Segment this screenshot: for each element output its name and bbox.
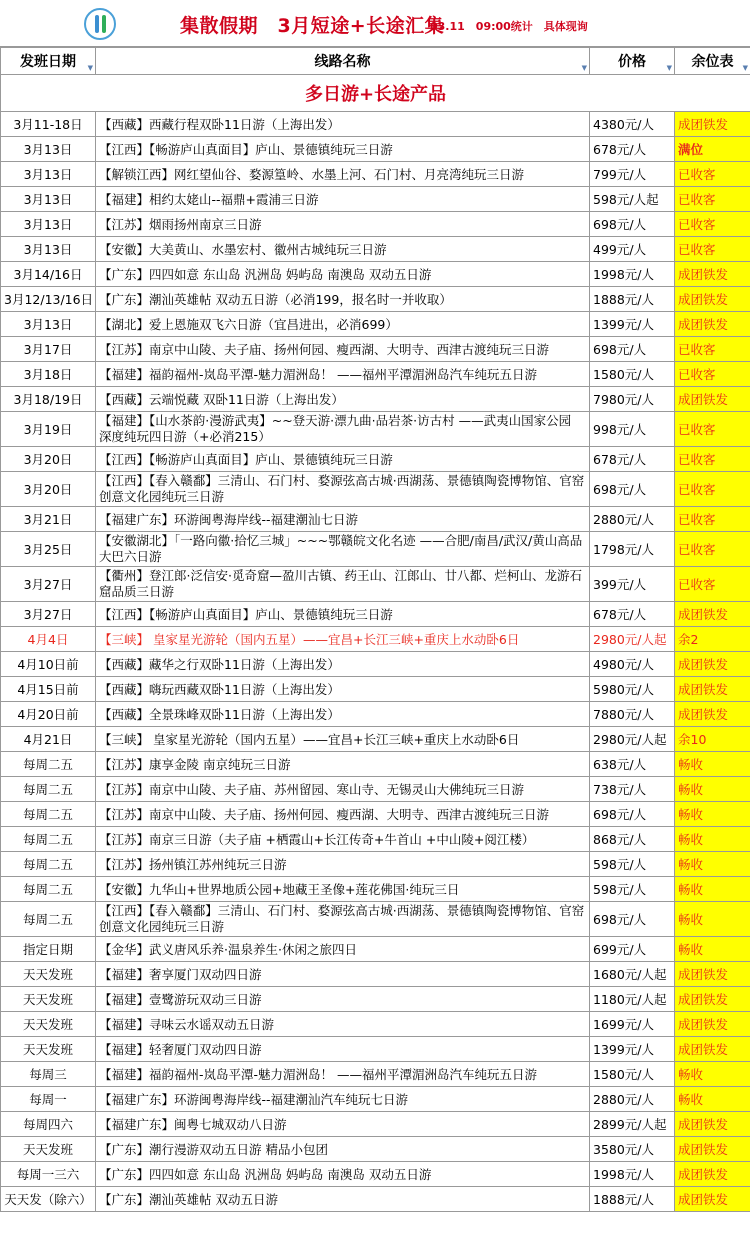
seat-status-cell[interactable]: 成团铁发	[675, 602, 750, 627]
price-cell[interactable]: 678元/人	[590, 447, 675, 472]
price-cell[interactable]: 1998元/人	[590, 1162, 675, 1187]
table-row[interactable]	[1, 137, 750, 162]
date-cell[interactable]: 3月20日	[1, 447, 96, 472]
price-cell[interactable]: 7880元/人	[590, 702, 675, 727]
seat-status-cell[interactable]: 畅收	[675, 752, 750, 777]
seat-status-cell[interactable]: 畅收	[675, 852, 750, 877]
price-cell[interactable]: 698元/人	[590, 212, 675, 237]
table-row[interactable]	[1, 1137, 750, 1162]
date-cell[interactable]: 每周二五	[1, 827, 96, 852]
price-cell[interactable]: 1888元/人	[590, 1187, 675, 1212]
stats-note: 03.11 09:00统计 具体现询	[430, 20, 588, 33]
date-cell[interactable]: 3月27日	[1, 602, 96, 627]
section-title: 多日游+长途产品	[1, 75, 750, 112]
header-row	[1, 48, 750, 75]
price-cell[interactable]: 2899元/人起	[590, 1112, 675, 1137]
route-cell[interactable]: 【江西】【畅游庐山真面目】庐山、景德镇纯玩三日游	[96, 447, 590, 472]
price-cell[interactable]: 4980元/人	[590, 652, 675, 677]
route-cell[interactable]: 【福建广东】环游闽粤海岸线--福建潮汕汽车纯玩七日游	[96, 1087, 590, 1112]
date-cell[interactable]: 天天发（除六）	[1, 1187, 96, 1212]
date-cell[interactable]: 3月17日	[1, 337, 96, 362]
table-row[interactable]	[1, 362, 750, 387]
route-cell[interactable]: 【江苏】南京中山陵、夫子庙、苏州留园、寒山寺、无锡灵山大佛纯玩三日游	[96, 777, 590, 802]
route-cell[interactable]: 【江西】【春入赣鄱】三清山、石门村、婺源弦高古城·西湖荡、景德镇陶瓷博物馆、官窑创意文化园纯玩三日游	[96, 472, 590, 507]
table-row[interactable]	[1, 472, 750, 507]
date-cell[interactable]: 每周四六	[1, 1112, 96, 1137]
table-row[interactable]	[1, 777, 750, 802]
table-row[interactable]	[1, 1012, 750, 1037]
seat-status-cell[interactable]: 成团铁发	[675, 962, 750, 987]
date-cell[interactable]: 每周一	[1, 1087, 96, 1112]
seat-status-cell[interactable]: 畅收	[675, 1087, 750, 1112]
route-cell[interactable]: 【安徽】大美黄山、水墨宏村、徽州古城纯玩三日游	[96, 237, 590, 262]
table-row[interactable]	[1, 752, 750, 777]
route-cell[interactable]: 【江苏】康享金陵 南京纯玩三日游	[96, 752, 590, 777]
table-row[interactable]	[1, 962, 750, 987]
price-cell[interactable]: 678元/人	[590, 137, 675, 162]
price-cell[interactable]: 1399元/人	[590, 312, 675, 337]
date-cell[interactable]: 3月13日	[1, 212, 96, 237]
route-cell[interactable]: 【福建广东】闽粤七城双动八日游	[96, 1112, 590, 1137]
date-cell[interactable]: 3月27日	[1, 567, 96, 602]
route-cell[interactable]: 【西藏】嗨玩西藏双卧11日游（上海出发）	[96, 677, 590, 702]
seat-status-cell[interactable]: 成团铁发	[675, 1137, 750, 1162]
seat-status-cell[interactable]: 已收客	[675, 187, 750, 212]
seat-status-cell[interactable]: 畅收	[675, 877, 750, 902]
price-cell[interactable]: 598元/人起	[590, 187, 675, 212]
date-cell[interactable]: 4月20日前	[1, 702, 96, 727]
table-row[interactable]	[1, 937, 750, 962]
price-cell[interactable]: 5980元/人	[590, 677, 675, 702]
table-row[interactable]	[1, 287, 750, 312]
seat-status-cell[interactable]: 已收客	[675, 567, 750, 602]
price-cell[interactable]: 1399元/人	[590, 1037, 675, 1062]
date-cell[interactable]: 3月19日	[1, 412, 96, 447]
date-cell[interactable]: 3月18日	[1, 362, 96, 387]
table-row[interactable]	[1, 212, 750, 237]
price-cell[interactable]: 598元/人	[590, 877, 675, 902]
filter-dropdown-icon[interactable]: ▼	[666, 64, 672, 72]
seat-status-cell[interactable]: 余2	[675, 627, 750, 652]
price-cell[interactable]: 738元/人	[590, 777, 675, 802]
price-cell[interactable]: 1580元/人	[590, 1062, 675, 1087]
table-row[interactable]	[1, 652, 750, 677]
seat-status-cell[interactable]: 已收客	[675, 237, 750, 262]
route-cell[interactable]: 【福建】轻奢厦门双动四日游	[96, 1037, 590, 1062]
date-cell[interactable]: 4月4日	[1, 627, 96, 652]
date-cell[interactable]: 3月18/19日	[1, 387, 96, 412]
title-bar	[0, 0, 750, 47]
seat-status-cell[interactable]: 成团铁发	[675, 387, 750, 412]
table-row[interactable]	[1, 162, 750, 187]
table-row[interactable]	[1, 312, 750, 337]
table-row[interactable]	[1, 1037, 750, 1062]
route-cell[interactable]: 【江西】【春入赣鄱】三清山、石门村、婺源弦高古城·西湖荡、景德镇陶瓷博物馆、官窑创意文化园纯玩三日游	[96, 902, 590, 937]
route-cell[interactable]: 【解锁江西】网红望仙谷、婺源篁岭、水墨上河、石门村、月亮湾纯玩三日游	[96, 162, 590, 187]
table-row[interactable]	[1, 702, 750, 727]
seat-status-cell[interactable]: 成团铁发	[675, 1112, 750, 1137]
table-row[interactable]	[1, 187, 750, 212]
date-cell[interactable]: 每周二五	[1, 802, 96, 827]
route-cell[interactable]: 【西藏】云端悦藏 双卧11日游（上海出发）	[96, 387, 590, 412]
price-cell[interactable]: 698元/人	[590, 902, 675, 937]
date-cell[interactable]: 3月13日	[1, 137, 96, 162]
route-cell[interactable]: 【广东】潮汕英雄帖 双动五日游（必消199，报名时一并收取）	[96, 287, 590, 312]
table-row[interactable]	[1, 1187, 750, 1212]
seat-status-cell[interactable]: 畅收	[675, 937, 750, 962]
section-row	[1, 75, 750, 112]
route-cell[interactable]: 【江苏】南京中山陵、夫子庙、扬州何园、瘦西湖、大明寺、西津古渡纯玩三日游	[96, 802, 590, 827]
table-row[interactable]	[1, 387, 750, 412]
price-cell[interactable]: 799元/人	[590, 162, 675, 187]
seat-status-cell[interactable]: 已收客	[675, 507, 750, 532]
seat-status-cell[interactable]: 成团铁发	[675, 1037, 750, 1062]
date-cell[interactable]: 4月10日前	[1, 652, 96, 677]
route-cell[interactable]: 【江苏】南京三日游（夫子庙 +栖霞山+长江传奇+牛首山 +中山陵+阅江楼）	[96, 827, 590, 852]
price-cell[interactable]: 998元/人	[590, 412, 675, 447]
route-cell[interactable]: 【福建】奢享厦门双动四日游	[96, 962, 590, 987]
seat-status-cell[interactable]: 畅收	[675, 1062, 750, 1087]
seat-status-cell[interactable]: 满位	[675, 137, 750, 162]
route-cell[interactable]: 【广东】四四如意 东山岛 汎洲岛 妈屿岛 南澳岛 双动五日游	[96, 1162, 590, 1187]
date-cell[interactable]: 天天发班	[1, 1037, 96, 1062]
seat-status-cell[interactable]: 已收客	[675, 362, 750, 387]
route-cell[interactable]: 【福建】相约太姥山--福鼎+霞浦三日游	[96, 187, 590, 212]
price-cell[interactable]: 7980元/人	[590, 387, 675, 412]
column-header-date[interactable]: 发班日期 ▼	[1, 48, 96, 75]
table-row[interactable]	[1, 532, 750, 567]
route-cell[interactable]: 【福建】福韵福州-岚岛平潭-魅力湄洲岛！ ——福州平潭湄洲岛汽车纯玩五日游	[96, 362, 590, 387]
table-row[interactable]	[1, 447, 750, 472]
seat-status-cell[interactable]: 畅收	[675, 902, 750, 937]
price-cell[interactable]: 1580元/人	[590, 362, 675, 387]
price-cell[interactable]: 2980元/人起	[590, 627, 675, 652]
table-row[interactable]	[1, 567, 750, 602]
route-cell[interactable]: 【广东】四四如意 东山岛 汎洲岛 妈屿岛 南澳岛 双动五日游	[96, 262, 590, 287]
filter-dropdown-icon[interactable]: ▼	[581, 64, 587, 72]
seat-status-cell[interactable]: 成团铁发	[675, 1012, 750, 1037]
price-cell[interactable]: 868元/人	[590, 827, 675, 852]
route-cell[interactable]: 【福建】【山水茶韵·漫游武夷】~~登天游·漂九曲·品岩茶·访古村 ——武夷山国家公园 深度纯玩四日游（+必消215）	[96, 412, 590, 447]
company-logo-icon	[84, 8, 116, 40]
seat-status-cell[interactable]: 成团铁发	[675, 287, 750, 312]
seat-status-cell[interactable]: 已收客	[675, 412, 750, 447]
price-cell[interactable]: 698元/人	[590, 337, 675, 362]
route-cell[interactable]: 【江西】【畅游庐山真面目】庐山、景德镇纯玩三日游	[96, 602, 590, 627]
date-cell[interactable]: 每周二五	[1, 777, 96, 802]
table-row[interactable]	[1, 412, 750, 447]
table-row[interactable]	[1, 802, 750, 827]
column-header-price[interactable]: 价格 ▼	[590, 48, 675, 75]
date-cell[interactable]: 每周一三六	[1, 1162, 96, 1187]
route-cell[interactable]: 【福建】壹鹭游玩双动三日游	[96, 987, 590, 1012]
table-row[interactable]	[1, 262, 750, 287]
route-cell[interactable]: 【西藏】西藏行程双卧11日游（上海出发）	[96, 112, 590, 137]
price-cell[interactable]: 678元/人	[590, 602, 675, 627]
filter-dropdown-icon[interactable]: ▼	[742, 64, 748, 72]
seat-status-cell[interactable]: 成团铁发	[675, 702, 750, 727]
date-cell[interactable]: 天天发班	[1, 1137, 96, 1162]
date-cell[interactable]: 每周二五	[1, 877, 96, 902]
date-cell[interactable]: 每周三	[1, 1062, 96, 1087]
seat-status-cell[interactable]: 已收客	[675, 337, 750, 362]
date-cell[interactable]: 3月25日	[1, 532, 96, 567]
price-cell[interactable]: 399元/人	[590, 567, 675, 602]
route-cell[interactable]: 【三峡】 皇家星光游轮（国内五星）——宜昌+长江三峡+重庆上水动卧6日	[96, 627, 590, 652]
seat-status-cell[interactable]: 成团铁发	[675, 1187, 750, 1212]
seat-status-cell[interactable]: 已收客	[675, 532, 750, 567]
price-cell[interactable]: 4380元/人	[590, 112, 675, 137]
date-cell[interactable]: 指定日期	[1, 937, 96, 962]
route-cell[interactable]: 【安徽】九华山+世界地质公园+地藏王圣像+莲花佛国·纯玩三日	[96, 877, 590, 902]
date-cell[interactable]: 每周二五	[1, 852, 96, 877]
table-row[interactable]	[1, 627, 750, 652]
price-cell[interactable]: 1180元/人起	[590, 987, 675, 1012]
seat-status-cell[interactable]: 成团铁发	[675, 677, 750, 702]
seat-status-cell[interactable]: 成团铁发	[675, 1162, 750, 1187]
column-header-route[interactable]: 线路名称 ▼	[96, 48, 590, 75]
filter-dropdown-icon[interactable]: ▼	[87, 64, 93, 72]
date-cell[interactable]: 3月21日	[1, 507, 96, 532]
seat-status-cell[interactable]: 已收客	[675, 447, 750, 472]
table-row[interactable]	[1, 827, 750, 852]
date-cell[interactable]: 3月13日	[1, 312, 96, 337]
route-cell[interactable]: 【福建】寻味云水谣双动五日游	[96, 1012, 590, 1037]
route-cell[interactable]: 【广东】潮汕英雄帖 双动五日游	[96, 1187, 590, 1212]
route-cell[interactable]: 【江西】【畅游庐山真面目】庐山、景德镇纯玩三日游	[96, 137, 590, 162]
date-cell[interactable]: 每周二五	[1, 752, 96, 777]
price-cell[interactable]: 499元/人	[590, 237, 675, 262]
table-row[interactable]	[1, 852, 750, 877]
date-cell[interactable]: 天天发班	[1, 962, 96, 987]
price-cell[interactable]: 1680元/人起	[590, 962, 675, 987]
price-cell[interactable]: 1699元/人	[590, 1012, 675, 1037]
price-cell[interactable]: 699元/人	[590, 937, 675, 962]
tour-table	[0, 47, 750, 1212]
date-cell[interactable]: 3月13日	[1, 162, 96, 187]
price-cell[interactable]: 2880元/人	[590, 507, 675, 532]
price-cell[interactable]: 2980元/人起	[590, 727, 675, 752]
price-cell[interactable]: 2880元/人	[590, 1087, 675, 1112]
route-cell[interactable]: 【广东】潮行漫游双动五日游 精品小包团	[96, 1137, 590, 1162]
table-row[interactable]	[1, 1112, 750, 1137]
table-row[interactable]	[1, 507, 750, 532]
route-cell[interactable]: 【西藏】藏华之行双卧11日游（上海出发）	[96, 652, 590, 677]
table-row[interactable]	[1, 902, 750, 937]
route-cell[interactable]: 【湖北】爱上恩施双飞六日游（宜昌进出，必消699）	[96, 312, 590, 337]
price-cell[interactable]: 698元/人	[590, 472, 675, 507]
date-cell[interactable]: 4月15日前	[1, 677, 96, 702]
table-row[interactable]	[1, 987, 750, 1012]
date-cell[interactable]: 4月21日	[1, 727, 96, 752]
table-row[interactable]	[1, 1087, 750, 1112]
seat-status-cell[interactable]: 成团铁发	[675, 312, 750, 337]
date-cell[interactable]: 3月11-18日	[1, 112, 96, 137]
date-cell[interactable]: 3月13日	[1, 187, 96, 212]
route-cell[interactable]: 【福建广东】环游闽粤海岸线--福建潮汕七日游	[96, 507, 590, 532]
route-cell[interactable]: 【福建】福韵福州-岚岛平潭-魅力湄洲岛！ ——福州平潭湄洲岛汽车纯玩五日游	[96, 1062, 590, 1087]
seat-status-cell[interactable]: 已收客	[675, 162, 750, 187]
table-row[interactable]	[1, 1062, 750, 1087]
seat-status-cell[interactable]: 畅收	[675, 802, 750, 827]
route-cell[interactable]: 【金华】武义唐风乐养·温泉养生·休闲之旅四日	[96, 937, 590, 962]
price-cell[interactable]: 1798元/人	[590, 532, 675, 567]
seat-status-cell[interactable]: 成团铁发	[675, 112, 750, 137]
date-cell[interactable]: 3月14/16日	[1, 262, 96, 287]
price-cell[interactable]: 638元/人	[590, 752, 675, 777]
seat-status-cell[interactable]: 已收客	[675, 472, 750, 507]
seat-status-cell[interactable]: 已收客	[675, 212, 750, 237]
date-cell[interactable]: 每周二五	[1, 902, 96, 937]
date-cell[interactable]: 3月20日	[1, 472, 96, 507]
table-row[interactable]	[1, 877, 750, 902]
route-cell[interactable]: 【江苏】扬州镇江苏州纯玩三日游	[96, 852, 590, 877]
route-cell[interactable]: 【江苏】烟雨扬州南京三日游	[96, 212, 590, 237]
route-cell[interactable]: 【安徽湖北】「一路向徽·拾忆三城」~~~鄂赣皖文化名迹 ——合肥/南昌/武汉/黄山高品大巴六日游	[96, 532, 590, 567]
date-cell[interactable]: 天天发班	[1, 1012, 96, 1037]
column-header-seats[interactable]: 余位表 ▼	[675, 48, 750, 75]
seat-status-cell[interactable]: 成团铁发	[675, 652, 750, 677]
route-cell[interactable]: 【三峡】 皇家星光游轮（国内五星）——宜昌+长江三峡+重庆上水动卧6日	[96, 727, 590, 752]
table-row[interactable]	[1, 237, 750, 262]
table-row[interactable]	[1, 337, 750, 362]
date-cell[interactable]: 3月13日	[1, 237, 96, 262]
date-cell[interactable]: 天天发班	[1, 987, 96, 1012]
seat-status-cell[interactable]: 成团铁发	[675, 987, 750, 1012]
route-cell[interactable]: 【江苏】南京中山陵、夫子庙、扬州何园、瘦西湖、大明寺、西津古渡纯玩三日游	[96, 337, 590, 362]
table-row[interactable]	[1, 112, 750, 137]
table-row[interactable]	[1, 727, 750, 752]
seat-status-cell[interactable]: 畅收	[675, 827, 750, 852]
table-row[interactable]	[1, 1162, 750, 1187]
table-row[interactable]	[1, 602, 750, 627]
seat-status-cell[interactable]: 余10	[675, 727, 750, 752]
price-cell[interactable]: 598元/人	[590, 852, 675, 877]
seat-status-cell[interactable]: 成团铁发	[675, 262, 750, 287]
route-cell[interactable]: 【衢州】登江郎·泛信安·觅奇窟—盈川古镇、药王山、江郎山、廿八都、烂柯山、龙游石窟品质三日游	[96, 567, 590, 602]
route-cell[interactable]: 【西藏】全景珠峰双卧11日游（上海出发）	[96, 702, 590, 727]
seat-status-cell[interactable]: 畅收	[675, 777, 750, 802]
date-cell[interactable]: 3月12/13/16日	[1, 287, 96, 312]
page-title: 集散假期 3月短途+长途汇集	[180, 15, 445, 37]
price-cell[interactable]: 3580元/人	[590, 1137, 675, 1162]
price-cell[interactable]: 1998元/人	[590, 262, 675, 287]
price-cell[interactable]: 1888元/人	[590, 287, 675, 312]
price-cell[interactable]: 698元/人	[590, 802, 675, 827]
table-row[interactable]	[1, 677, 750, 702]
